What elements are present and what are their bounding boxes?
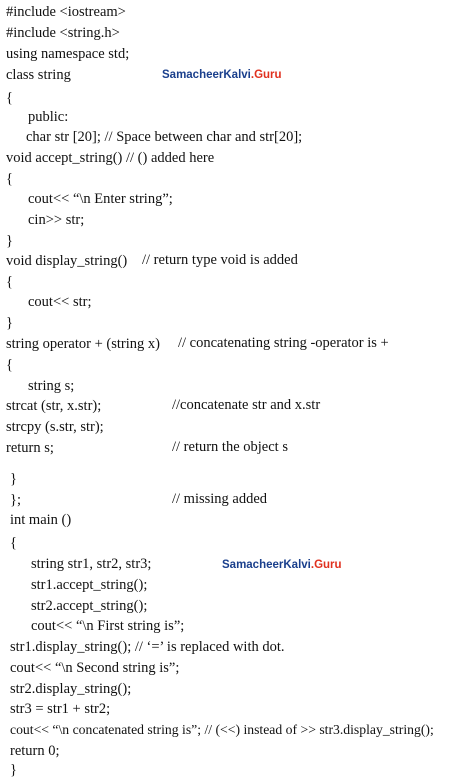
code-line: #include <iostream> xyxy=(6,4,126,20)
code-comment: // return the object s xyxy=(172,439,288,455)
code-line: cout<< “\n Second string is”; xyxy=(10,660,180,676)
code-line: { xyxy=(10,535,17,551)
code-line: cout<< “\n First string is”; xyxy=(31,618,185,634)
code-line: } xyxy=(6,315,13,331)
code-line: { xyxy=(6,274,13,290)
code-line: int main () xyxy=(10,512,72,528)
code-line: } xyxy=(6,233,13,249)
code-line: return 0; xyxy=(10,743,60,759)
code-line: void display_string() xyxy=(6,253,128,269)
code-comment: // return type void is added xyxy=(142,252,298,268)
code-line: str1.display_string(); // ‘=’ is replaced with dot. xyxy=(10,639,285,655)
code-line: string str1, str2, str3; xyxy=(31,556,152,572)
code-line: }; xyxy=(10,492,21,508)
code-comment: // missing added xyxy=(172,491,268,507)
code-line: class string xyxy=(6,67,71,83)
code-line: string operator + (string x) xyxy=(6,336,160,352)
code-line: str2.display_string(); xyxy=(10,681,132,697)
code-line: } xyxy=(10,762,17,778)
code-line: return s; xyxy=(6,440,54,456)
code-line: void accept_string() // () added here xyxy=(6,150,215,166)
code-line: str3 = str1 + str2; xyxy=(10,701,111,717)
code-line: string s; xyxy=(28,378,75,394)
code-line: cout<< “\n concatenated string is”; // (<<) instead of >> str3.display_string(); xyxy=(10,722,434,737)
code-line: strcat (str, x.str); xyxy=(6,398,102,414)
code-line: public: xyxy=(28,109,69,125)
code-line: str1.accept_string(); xyxy=(31,577,148,593)
code-comment: //concatenate str and x.str xyxy=(172,397,321,413)
code-line: using namespace std; xyxy=(6,46,130,62)
code-line: str2.accept_string(); xyxy=(31,598,148,614)
code-line: } xyxy=(10,471,17,487)
code-comment: // concatenating string -operator is + xyxy=(178,335,389,351)
watermark: SamacheerKalvi.Guru xyxy=(162,69,282,81)
code-line: cin>> str; xyxy=(28,212,85,228)
code-line: #include <string.h> xyxy=(6,25,120,41)
code-line: { xyxy=(6,357,13,373)
code-line: char str [20]; // Space between char and str[20]; xyxy=(26,129,303,145)
code-line: strcpy (s.str, str); xyxy=(6,419,104,435)
code-line: cout<< “\n Enter string”; xyxy=(28,191,173,207)
code-line: { xyxy=(6,90,13,106)
code-line: cout<< str; xyxy=(28,294,92,310)
watermark: SamacheerKalvi.Guru xyxy=(222,559,342,571)
code-line: { xyxy=(6,171,13,187)
